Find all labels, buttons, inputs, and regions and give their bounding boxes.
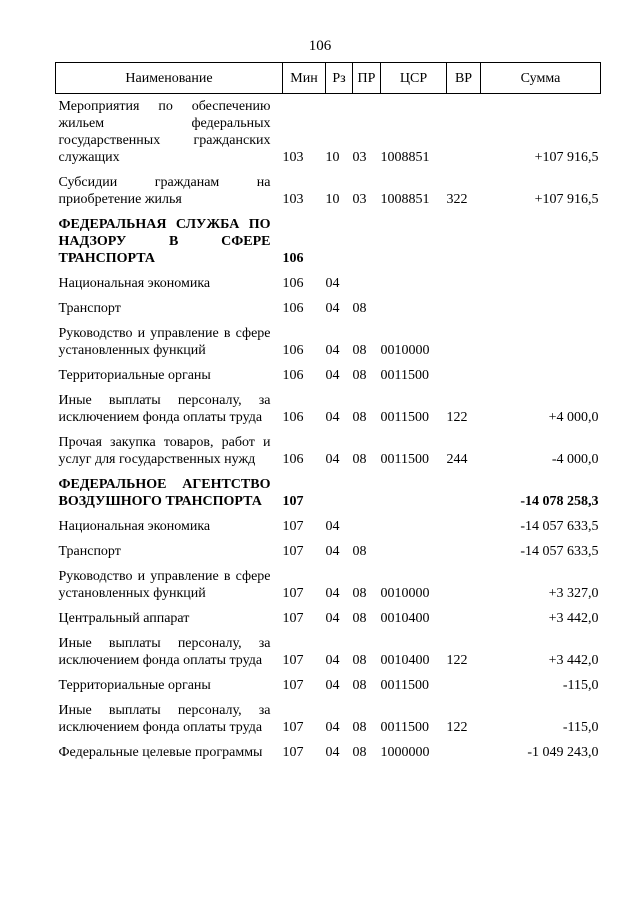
cell-sum [481, 359, 601, 384]
cell-pr: 08 [352, 720, 367, 735]
cell-sum: +3 442,0 [548, 611, 599, 626]
cell-name: Иные выплаты персоналу, за исключением фонда оплаты труда [58, 393, 271, 425]
cell-rz: 04 [325, 611, 340, 626]
table-row [56, 426, 601, 468]
cell-pr [353, 510, 381, 535]
cell-pr: 08 [352, 544, 367, 559]
cell-vr [447, 468, 481, 510]
cell-sum: +4 000,0 [548, 410, 599, 425]
cell-rz: 04 [325, 410, 340, 425]
header-name: Наименование [56, 63, 283, 94]
cell-rz: 04 [325, 519, 340, 534]
table-row [56, 317, 601, 359]
cell-vr [447, 317, 481, 359]
cell-csr [381, 208, 447, 267]
cell-csr: 1000000 [380, 745, 430, 760]
cell-csr [381, 468, 447, 510]
header-sum: Сумма [481, 63, 601, 94]
cell-rz: 04 [325, 720, 340, 735]
cell-vr [447, 267, 481, 292]
cell-name: Субсидии гражданам на приобретение жилья [58, 175, 271, 207]
cell-min: 107 [282, 745, 304, 760]
cell-pr: 08 [352, 452, 367, 467]
cell-csr: 0010000 [380, 586, 430, 601]
table-row [56, 267, 601, 292]
cell-csr: 1008851 [380, 150, 430, 165]
cell-sum: +3 327,0 [548, 586, 599, 601]
cell-min: 107 [282, 678, 304, 693]
cell-sum: -14 057 633,5 [520, 519, 599, 534]
table-row [56, 602, 601, 627]
cell-name: Иные выплаты персоналу, за исключением фонда оплаты труда [58, 703, 271, 735]
cell-min: 106 [282, 276, 304, 291]
cell-min: 107 [282, 544, 304, 559]
cell-vr [447, 208, 481, 267]
cell-min: 107 [282, 720, 304, 735]
cell-vr [447, 292, 481, 317]
cell-min: 107 [282, 653, 304, 668]
cell-min: 106 [282, 410, 304, 425]
cell-min: 106 [282, 251, 304, 266]
cell-vr [447, 602, 481, 627]
cell-pr: 03 [352, 150, 367, 165]
cell-name: Национальная экономика [58, 276, 211, 291]
cell-pr [353, 468, 381, 510]
cell-name: Мероприятия по обеспечению жильем федеральных государственных гражданских служащих [58, 99, 271, 165]
cell-name: Иные выплаты персоналу, за исключением фонда оплаты труда [58, 636, 271, 668]
cell-min: 107 [282, 494, 304, 509]
cell-min: 106 [282, 301, 304, 316]
table-row [56, 736, 601, 761]
cell-name: Транспорт [58, 301, 121, 316]
cell-csr: 0010000 [380, 343, 430, 358]
cell-pr: 08 [352, 343, 367, 358]
page-number: 106 [308, 38, 332, 54]
cell-csr: 0011500 [380, 368, 429, 383]
cell-min: 103 [282, 192, 304, 207]
cell-sum: -115,0 [562, 678, 599, 693]
cell-rz: 10 [325, 192, 340, 207]
cell-sum: +107 916,5 [534, 192, 599, 207]
cell-name: Прочая закупка товаров, работ и услуг для государственных нужд [58, 435, 271, 467]
table-row [56, 560, 601, 602]
cell-name: Руководство и управление в сфере установленных функций [58, 569, 271, 601]
cell-pr: 08 [352, 745, 367, 760]
header-csr: ЦСР [381, 63, 447, 94]
header-pr: ПР [353, 63, 381, 94]
cell-vr: 322 [446, 192, 468, 207]
cell-min: 103 [282, 150, 304, 165]
cell-min: 106 [282, 368, 304, 383]
cell-name: Центральный аппарат [58, 611, 190, 626]
table-row [56, 359, 601, 384]
cell-sum [481, 292, 601, 317]
cell-name: Руководство и управление в сфере установленных функций [58, 326, 271, 358]
cell-csr: 0011500 [380, 720, 429, 735]
cell-vr [447, 560, 481, 602]
cell-name: ФЕДЕРАЛЬНАЯ СЛУЖБА ПО НАДЗОРУ В СФЕРЕ ТРАНСПОРТА [58, 217, 271, 266]
cell-rz: 04 [325, 276, 340, 291]
cell-name: Национальная экономика [58, 519, 211, 534]
cell-csr: 0011500 [380, 678, 429, 693]
table-header [56, 63, 601, 94]
cell-csr [381, 510, 447, 535]
table-row [56, 669, 601, 694]
cell-pr: 08 [352, 678, 367, 693]
cell-pr [353, 267, 381, 292]
table-row [56, 535, 601, 560]
cell-name: Территориальные органы [58, 368, 211, 383]
cell-rz: 04 [325, 544, 340, 559]
cell-csr [381, 292, 447, 317]
cell-sum [481, 317, 601, 359]
header-min: Мин [283, 63, 326, 94]
cell-pr: 08 [352, 368, 367, 383]
cell-pr: 08 [352, 586, 367, 601]
cell-min: 107 [282, 519, 304, 534]
cell-pr: 03 [352, 192, 367, 207]
cell-sum: +107 916,5 [534, 150, 599, 165]
table-row [56, 627, 601, 669]
cell-rz [326, 208, 353, 267]
cell-vr: 122 [446, 720, 468, 735]
cell-vr [447, 669, 481, 694]
cell-sum [481, 208, 601, 267]
cell-rz: 04 [325, 452, 340, 467]
cell-name: Территориальные органы [58, 678, 211, 693]
table-row [56, 166, 601, 208]
cell-sum [481, 267, 601, 292]
table-row [56, 694, 601, 736]
budget-table [55, 62, 601, 761]
cell-min: 107 [282, 586, 304, 601]
cell-vr [447, 359, 481, 384]
cell-name: Федеральные целевые программы [58, 745, 263, 760]
cell-sum: -14 078 258,3 [520, 494, 599, 509]
cell-pr: 08 [352, 611, 367, 626]
table-row [56, 94, 601, 167]
cell-pr: 08 [352, 410, 367, 425]
cell-csr: 0011500 [380, 410, 429, 425]
cell-min: 106 [282, 452, 304, 467]
cell-vr: 122 [446, 410, 468, 425]
cell-rz: 04 [325, 301, 340, 316]
cell-rz [326, 468, 353, 510]
cell-csr: 0011500 [380, 452, 429, 467]
cell-vr [447, 736, 481, 761]
table-body [56, 94, 601, 762]
cell-name: Транспорт [58, 544, 121, 559]
cell-vr: 244 [446, 452, 468, 467]
cell-csr: 1008851 [380, 192, 430, 207]
cell-sum: -4 000,0 [551, 452, 599, 467]
cell-rz: 10 [325, 150, 340, 165]
cell-vr [447, 510, 481, 535]
cell-sum: -14 057 633,5 [520, 544, 599, 559]
cell-sum: -1 049 243,0 [527, 745, 599, 760]
cell-sum: -115,0 [562, 720, 599, 735]
cell-csr [381, 535, 447, 560]
cell-rz: 04 [325, 745, 340, 760]
cell-csr [381, 267, 447, 292]
cell-vr [447, 535, 481, 560]
table-row [56, 208, 601, 267]
cell-name: ФЕДЕРАЛЬНОЕ АГЕНТСТВО ВОЗДУШНОГО ТРАНСПОРТА [58, 477, 271, 509]
cell-pr: 08 [352, 653, 367, 668]
cell-rz: 04 [325, 343, 340, 358]
cell-min: 107 [282, 611, 304, 626]
table-row [56, 292, 601, 317]
cell-csr: 0010400 [380, 611, 430, 626]
cell-pr [353, 208, 381, 267]
cell-min: 106 [282, 343, 304, 358]
table-row [56, 510, 601, 535]
cell-sum: +3 442,0 [548, 653, 599, 668]
header-rz: Рз [326, 63, 353, 94]
cell-rz: 04 [325, 586, 340, 601]
cell-pr: 08 [352, 301, 367, 316]
cell-csr: 0010400 [380, 653, 430, 668]
cell-vr: 122 [446, 653, 468, 668]
header-vr: ВР [447, 63, 481, 94]
cell-vr [447, 94, 481, 167]
table-row [56, 468, 601, 510]
cell-rz: 04 [325, 653, 340, 668]
table-row [56, 384, 601, 426]
cell-rz: 04 [325, 368, 340, 383]
cell-rz: 04 [325, 678, 340, 693]
